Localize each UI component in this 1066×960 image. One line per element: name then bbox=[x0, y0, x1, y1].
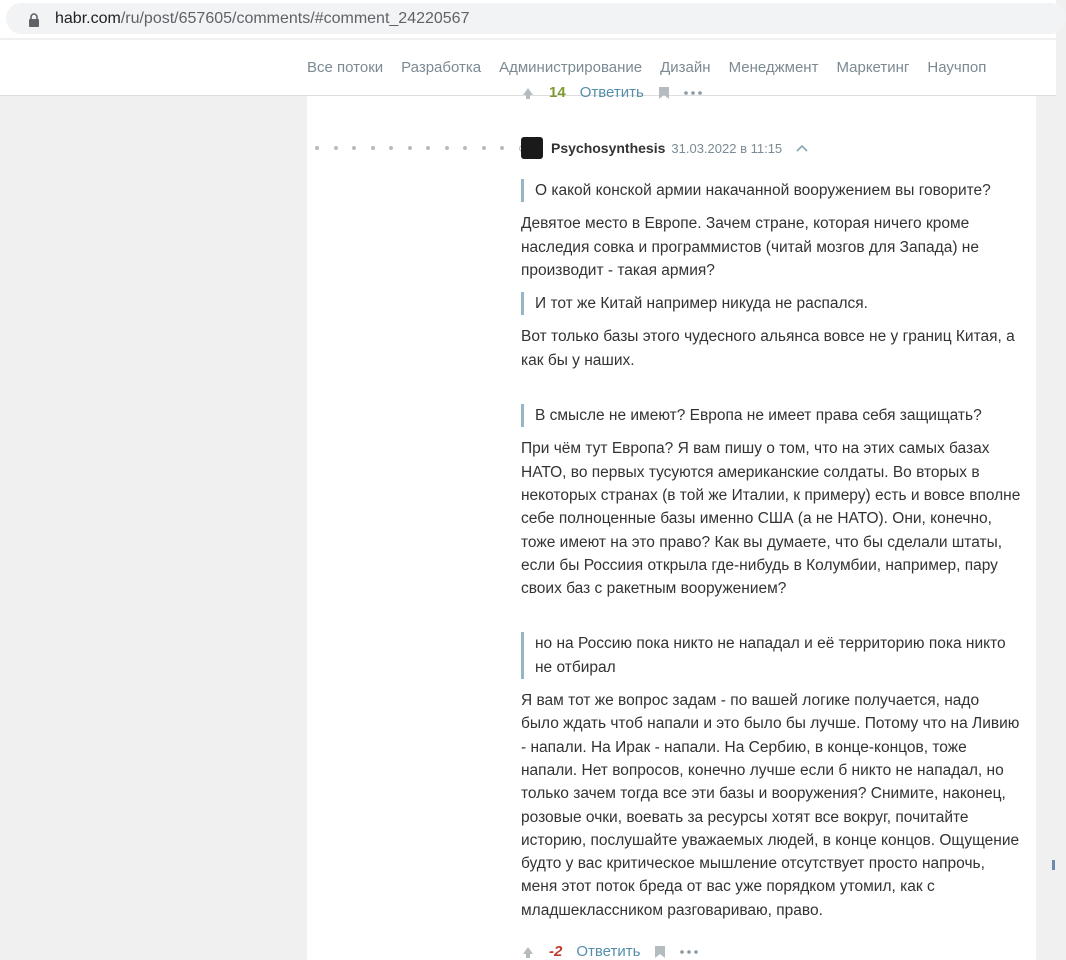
nav-management[interactable]: Менеджмент bbox=[728, 59, 819, 76]
thread-dot bbox=[334, 145, 353, 151]
thread-depth-indicator bbox=[315, 145, 537, 151]
comment-paragraph: Я вам тот же вопрос задам - по вашей логике получается, надо было ждать чтоб напали и это было бы лучше. Потому что на Ливию - напали. На Ирак - напали. На Сербию, в конце-концов, тоже напали. Нет вопросов, конечно лучше если б никто не нападал, но только зачем тогда все эти базы и вооружения? Снимите, наконец, розовые очки, воевать за ресурсы хотят все вокруг, почитайте историю, послушайте уважаемых людей, в конце концов. Ощущение будто у вас критическое мышление отсутствует просто напрочь, меня этот поток бреда от вас уже порядком утомил, как с младшеклассником разговариваю, право. bbox=[521, 692, 1020, 919]
comment-body bbox=[521, 179, 1021, 932]
comment-footer bbox=[521, 943, 698, 960]
blockquote: В смысле не имеют? Европа не имеет права себя защищать? bbox=[521, 404, 1021, 427]
blockquote: И тот же Китай например никуда не распался. bbox=[521, 292, 1021, 315]
prev-reply-link[interactable]: Ответить bbox=[579, 84, 644, 101]
spacer bbox=[521, 610, 1021, 632]
more-icon[interactable] bbox=[684, 91, 702, 95]
thread-dot bbox=[371, 145, 390, 151]
bookmark-icon[interactable] bbox=[658, 86, 670, 100]
comment-header bbox=[521, 137, 808, 159]
browser-address-bar bbox=[0, 0, 1056, 38]
vote-up-icon[interactable] bbox=[521, 86, 535, 100]
blockquote: О какой конской армии накачанной вооружением вы говорите? bbox=[521, 179, 1021, 202]
thread-dot bbox=[389, 145, 408, 151]
chevron-up-icon[interactable] bbox=[796, 144, 808, 152]
thread-dot bbox=[445, 145, 464, 151]
comment-score: -2 bbox=[549, 943, 563, 960]
url-text bbox=[55, 10, 469, 28]
thread-dot bbox=[482, 145, 501, 151]
spacer bbox=[521, 382, 1021, 404]
more-icon[interactable] bbox=[680, 950, 698, 954]
nav-all-streams[interactable]: Все потоки bbox=[307, 59, 384, 76]
comment-paragraph: Девятое место в Европе. Зачем стране, которая ничего кроме наследия совка и программистов (читай мозгов для Запада) не производит - такая армия? bbox=[521, 215, 979, 279]
nav-popsci[interactable]: Научпоп bbox=[927, 59, 987, 76]
comment-paragraph: Вот только базы этого чудесного альянса вовсе не у границ Китая, а как бы у наших. bbox=[521, 328, 1015, 369]
comment-author[interactable]: Psychosynthesis bbox=[551, 140, 666, 156]
nav-marketing[interactable]: Маркетинг bbox=[836, 59, 910, 76]
nav-design[interactable]: Дизайн bbox=[660, 59, 711, 76]
bookmark-icon[interactable] bbox=[654, 945, 666, 959]
thread-dot bbox=[408, 145, 427, 151]
url-host: habr.com bbox=[55, 10, 121, 27]
vote-up-icon[interactable] bbox=[521, 945, 535, 959]
thread-dot bbox=[500, 145, 519, 151]
lock-icon[interactable] bbox=[28, 13, 40, 27]
blockquote: но на Россию пока никто не нападал и её территорию пока никто не отбирал bbox=[521, 632, 1021, 679]
reply-link[interactable]: Ответить bbox=[576, 943, 641, 960]
nav-development[interactable]: Разработка bbox=[401, 59, 482, 76]
nav-administration[interactable]: Администрирование bbox=[499, 59, 643, 76]
comments-card bbox=[307, 84, 1036, 960]
thread-dot bbox=[352, 145, 371, 151]
scrollbar-thumb[interactable] bbox=[1052, 860, 1055, 870]
url-path: /ru/post/657605/comments/#comment_24220567 bbox=[120, 10, 470, 27]
comment-paragraph: При чём тут Европа? Я вам пишу о том, что на этих самых базах НАТО, во первых тусуются американские солдаты. Во вторых в некоторых странах (в той же Италии, к примеру) есть и вовсе вполне себе полноценные базы именно США (а не НАТО). Они, конечно, тоже имеют на это право? Как вы думаете, что бы сделали штаты, если бы Россиия открыла где-нибудь в Колумбии, например, пару своих баз с ракетным вооружением? bbox=[521, 440, 1021, 598]
thread-dot bbox=[463, 145, 482, 151]
thread-dot bbox=[315, 145, 334, 151]
thread-dot bbox=[426, 145, 445, 151]
prev-comment-score: 14 bbox=[549, 84, 566, 101]
prev-comment-footer bbox=[521, 84, 702, 101]
comment-date[interactable]: 31.03.2022 в 11:15 bbox=[671, 140, 783, 156]
url-field[interactable] bbox=[6, 3, 1066, 34]
avatar[interactable] bbox=[521, 137, 543, 159]
